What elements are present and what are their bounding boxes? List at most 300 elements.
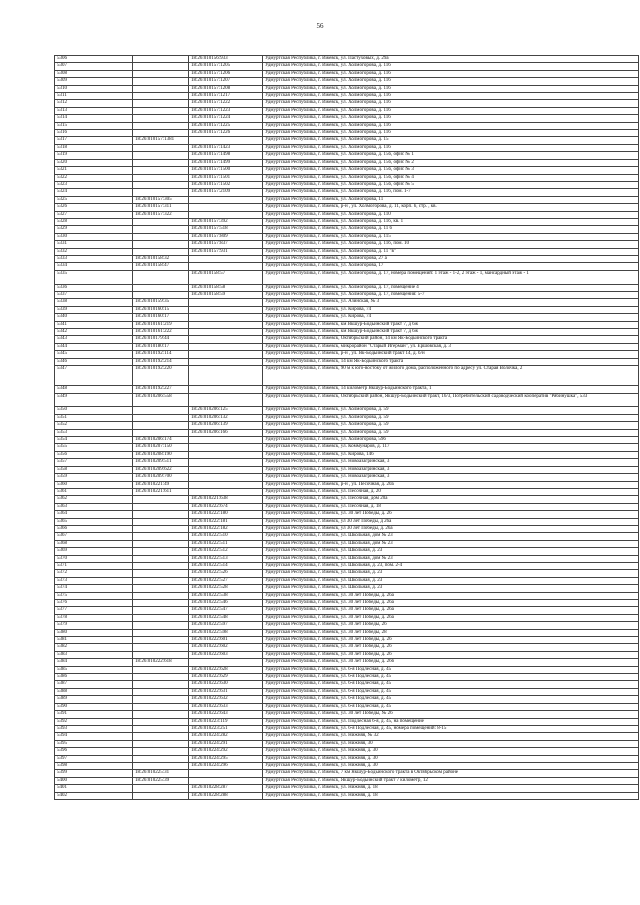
cadastral-number-secondary: 18:26:010222:510 — [189, 533, 263, 540]
table-row — [55, 437, 639, 444]
cadastral-number-primary — [133, 174, 189, 181]
cadastral-number-secondary: 18:26:010222:182 — [189, 525, 263, 532]
cadastral-number-secondary — [189, 488, 263, 495]
cadastral-number-primary — [133, 70, 189, 77]
address-cell: Удмуртская Республика, г. Ижевск, ул. 6-я Подлесная, д. 45, номера помещений: 8-15 — [263, 725, 639, 732]
cadastral-number-primary — [133, 711, 189, 718]
address-cell: Удмуртская Республика, г. Ижевск, ул. Подлесная 6-я, д. 45, на помещение — [263, 718, 639, 725]
cadastral-number-primary: 18:26:010221:49 — [133, 481, 189, 488]
cadastral-number-secondary: 18:26:010222:547 — [189, 607, 263, 614]
table-row — [55, 659, 639, 666]
table-row — [55, 63, 639, 70]
cadastral-number-primary — [133, 496, 189, 503]
cadastral-number-primary — [133, 629, 189, 636]
cadastral-number-primary — [133, 429, 189, 436]
address-cell: Удмуртская Республика, г. Ижевск, ул. Пастуховых, д. 29а — [263, 56, 639, 63]
cadastral-number-primary — [133, 144, 189, 151]
table-row — [55, 770, 639, 777]
row-number: 5381 — [55, 637, 133, 644]
cadastral-number-primary — [133, 740, 189, 747]
address-cell: Удмуртская Республика, г. Ижевск, ул. Холмогорова, д. 116 — [263, 100, 639, 107]
cadastral-number-primary — [133, 130, 189, 137]
row-number: 5374 — [55, 585, 133, 592]
table-row — [55, 622, 639, 629]
address-cell: Удмуртская Республика, г. Ижевск, ул. 30 лет Победы, 28 — [263, 629, 639, 636]
cadastral-number-primary: 18:26:010180:17 — [133, 343, 189, 350]
table-row — [55, 226, 639, 233]
cadastral-number-secondary: 18:26:010157:1222 — [189, 100, 263, 107]
address-cell: Удмуртская Республика, г. Ижевск, ул. Холмогорова, д. 15б, офис № 4 — [263, 174, 639, 181]
row-number: 5399 — [55, 770, 133, 777]
table-row — [55, 85, 639, 92]
cadastral-number-secondary: 18:26:010224:282 — [189, 733, 263, 740]
row-number: 5339 — [55, 306, 133, 313]
address-cell: Удмуртская Республика, г. Ижевск, р-н , ул. Як-Бодьинский тракт 14, д. б/н — [263, 351, 639, 358]
cadastral-number-primary — [133, 755, 189, 762]
address-cell: Удмуртская Республика, г. Ижевск, р-н , ул. Песочная, д. 20а — [263, 481, 639, 488]
cadastral-number-secondary — [189, 386, 263, 393]
address-cell: Удмуртская Республика, г. Ижевск, ул. Холмогорова, 17 — [263, 263, 639, 270]
row-number: 5326 — [55, 204, 133, 211]
row-number: 5322 — [55, 174, 133, 181]
address-cell: Удмуртская Республика, г. Ижевск, ул. 6-я Подлесная, д. 45 — [263, 674, 639, 681]
row-number: 5389 — [55, 696, 133, 703]
address-cell: Удмуртская Республика, г. Ижевск, 14 км Як-Бодьинского тракта — [263, 358, 639, 365]
table-row — [55, 614, 639, 621]
cadastral-number-secondary: 18:26:010222:538 — [189, 592, 263, 599]
row-number: 5360 — [55, 481, 133, 488]
table-row — [55, 637, 639, 644]
row-number: 5333 — [55, 255, 133, 262]
table-row — [55, 703, 639, 710]
cadastral-number-primary — [133, 167, 189, 174]
table-row — [55, 299, 639, 306]
cadastral-number-secondary — [189, 306, 263, 313]
table-row — [55, 137, 639, 144]
cadastral-number-secondary: 18:26:010222:548 — [189, 614, 263, 621]
address-cell: Удмуртская Республика, г. Ижевск, ул. Песочная, дом 20а — [263, 496, 639, 503]
address-cell: Удмуртская Республика, г. Ижевск, км Якшур-Бодьинский тракт 7, д 6ж — [263, 329, 639, 336]
address-cell: Удмуртская Республика, г. Ижевск, ул. Песочная, д. 20 — [263, 488, 639, 495]
cadastral-number-primary — [133, 622, 189, 629]
cadastral-number-secondary: 18:26:010157:1502 — [189, 181, 263, 188]
row-number: 5346 — [55, 358, 133, 365]
table-row — [55, 56, 639, 63]
cadastral-number-secondary: 18:26:010157:1205 — [189, 63, 263, 70]
address-cell: Удмуртская Республика, г. Ижевск, ул. Новоазагринская, 3 — [263, 466, 639, 473]
row-number: 5369 — [55, 548, 133, 555]
table-row — [55, 429, 639, 436]
table-row — [55, 351, 639, 358]
address-cell: Удмуртская Республика, г. Ижевск, ул. 30 лет Победы, д. 26б — [263, 659, 639, 666]
cadastral-number-secondary: 18:26:010206:125 — [189, 407, 263, 414]
address-cell: Удмуртская Республика, г. Ижевск, ул. Нижняя, д. 30 — [263, 748, 639, 755]
cadastral-number-primary — [133, 152, 189, 159]
row-number: 5375 — [55, 592, 133, 599]
cadastral-number-primary: 18:26:010206:174 — [133, 437, 189, 444]
table-row — [55, 255, 639, 262]
table-row — [55, 577, 639, 584]
table-row — [55, 718, 639, 725]
table-row — [55, 329, 639, 336]
row-number: 5365 — [55, 518, 133, 525]
row-number: 5343 — [55, 336, 133, 343]
address-cell: Удмуртская Республика, г. Ижевск, ул. Холмогорова, 59б — [263, 437, 639, 444]
address-cell: Удмуртская Республика, г. Ижевск, ул. Холмогорова, д. 59 — [263, 422, 639, 429]
row-number: 5355 — [55, 444, 133, 451]
cadastral-number-primary: 18:26:010208:190 — [133, 451, 189, 458]
cadastral-number-secondary: 18:26:010222:528 — [189, 585, 263, 592]
table-row — [55, 241, 639, 248]
cadastral-number-secondary: 18:26:010157:1499 — [189, 159, 263, 166]
cadastral-number-secondary: 18:26:010222:630 — [189, 681, 263, 688]
cadastral-number-primary — [133, 592, 189, 599]
row-number: 5312 — [55, 100, 133, 107]
address-cell: Удмуртская Республика, г. Ижевск, ул. Холмогорова, д. 116 — [263, 70, 639, 77]
cadastral-number-primary — [133, 122, 189, 129]
table-row — [55, 115, 639, 122]
cadastral-number-primary — [133, 570, 189, 577]
table-row — [55, 306, 639, 313]
address-cell: Удмуртская Республика, г. Ижевск, ул. 30 лет Победы, д. 26 — [263, 637, 639, 644]
address-cell: Удмуртская Республика, г. Ижевск, ул. Холмогорова, д. 17, помещения: 5-7 — [263, 291, 639, 298]
row-number: 5391 — [55, 711, 133, 718]
cadastral-number-secondary — [189, 659, 263, 666]
cadastral-number-primary — [133, 637, 189, 644]
cadastral-number-secondary: 18:26:010157:1423 — [189, 144, 263, 151]
cadastral-number-primary — [133, 718, 189, 725]
cadastral-number-secondary — [189, 481, 263, 488]
cadastral-number-primary — [133, 748, 189, 755]
table-row — [55, 466, 639, 473]
cadastral-number-secondary — [189, 314, 263, 321]
row-number: 5349 — [55, 393, 133, 407]
cadastral-number-secondary: 18:26:010158:57 — [189, 270, 263, 284]
table-row — [55, 503, 639, 510]
table-row — [55, 518, 639, 525]
cadastral-number-primary — [133, 181, 189, 188]
row-number: 5308 — [55, 70, 133, 77]
cadastral-number-primary: 18:26:010225:31 — [133, 770, 189, 777]
address-cell: Удмуртская Республика, г. Ижевск, ул. Школьная, д. 23 — [263, 548, 639, 555]
cadastral-number-secondary: 18:26:010157:1208 — [189, 85, 263, 92]
row-number: 5329 — [55, 226, 133, 233]
table-row — [55, 488, 639, 495]
row-number: 5337 — [55, 291, 133, 298]
table-row — [55, 336, 639, 343]
address-cell: Удмуртская Республика, г. Ижевск, ул. Школьная, д. 23, пом. 2-4 — [263, 562, 639, 569]
address-cell: Удмуртская Республика, г. Ижевск, ул. Холмогорова, д. 11 б — [263, 226, 639, 233]
row-number: 5364 — [55, 511, 133, 518]
address-cell: Удмуртская Республика, г. Ижевск, ул. Холмогорова, д. 15б, офис № 5 — [263, 181, 639, 188]
row-number: 5380 — [55, 629, 133, 636]
row-number: 5362 — [55, 496, 133, 503]
table-row — [55, 555, 639, 562]
row-number: 5342 — [55, 329, 133, 336]
cadastral-number-secondary: 18:26:010158:58 — [189, 284, 263, 291]
cadastral-number-primary — [133, 614, 189, 621]
address-cell: Удмуртская Республика, г. Ижевск, ул. Нижняя, д. 18 — [263, 785, 639, 792]
cadastral-number-primary — [133, 115, 189, 122]
cadastral-number-primary: 18:26:010160:17 — [133, 314, 189, 321]
cadastral-number-secondary — [189, 777, 263, 784]
row-number: 5314 — [55, 115, 133, 122]
row-number: 5320 — [55, 159, 133, 166]
cadastral-number-primary: 18:26:010209:511 — [133, 459, 189, 466]
table-row — [55, 422, 639, 429]
table-row — [55, 386, 639, 393]
address-cell: Удмуртская Республика, г. Ижевск, Октябрьский район, 14 км Як-Бодьинского тракта — [263, 336, 639, 343]
cadastral-number-primary — [133, 85, 189, 92]
address-cell: Удмуртская Республика, г. Ижевск, ул. 6-я Подлесная, д. 45 — [263, 703, 639, 710]
cadastral-number-secondary: 18:26:010157:1224 — [189, 115, 263, 122]
cadastral-number-primary — [133, 681, 189, 688]
row-number: 5396 — [55, 748, 133, 755]
cadastral-number-primary — [133, 78, 189, 85]
row-number: 5338 — [55, 299, 133, 306]
address-cell: Удмуртская Республика, г. Ижевск, ул. Холмогорова, д. 17, номера помещений: 1 этаж - 1-2, 2 этаж - 1, мансардный этаж - 1 — [263, 270, 639, 284]
row-number: 5317 — [55, 137, 133, 144]
address-cell: Удмуртская Республика, г. Ижевск, ул. 30 лет Победы, д. 26а — [263, 600, 639, 607]
table-row — [55, 314, 639, 321]
cadastral-number-primary — [133, 733, 189, 740]
cadastral-number-primary — [133, 100, 189, 107]
table-row — [55, 122, 639, 129]
cadastral-number-secondary: 18:26:010157:1206 — [189, 70, 263, 77]
cadastral-number-primary — [133, 703, 189, 710]
cadastral-number-secondary: 18:26:010222:602 — [189, 644, 263, 651]
cadastral-number-primary: 18:26:010221:611 — [133, 488, 189, 495]
row-number: 5401 — [55, 785, 133, 792]
cadastral-number-secondary: 18:26:010157:1217 — [189, 93, 263, 100]
row-number: 5366 — [55, 525, 133, 532]
table-row — [55, 321, 639, 328]
table-row — [55, 725, 639, 732]
cadastral-number-secondary: 18:26:010157:392 — [189, 218, 263, 225]
row-number: 5377 — [55, 607, 133, 614]
cadastral-number-primary: 18:26:010157:311 — [133, 204, 189, 211]
table-row — [55, 777, 639, 784]
cadastral-number-secondary: 18:26:010223:119 — [189, 718, 263, 725]
table-row — [55, 533, 639, 540]
address-cell: Удмуртская Республика, г. Ижевск, ул. Школьная, д. 23 — [263, 577, 639, 584]
row-number: 5387 — [55, 681, 133, 688]
cadastral-number-primary: 18:26:010157:322 — [133, 211, 189, 218]
row-number: 5331 — [55, 241, 133, 248]
cadastral-number-primary — [133, 233, 189, 240]
cadastral-number-secondary: 18:26:010222:628 — [189, 666, 263, 673]
table-row — [55, 407, 639, 414]
cadastral-number-primary: 18:26:010161:219 — [133, 321, 189, 328]
table-row — [55, 196, 639, 203]
table-row — [55, 291, 639, 298]
row-number: 5332 — [55, 248, 133, 255]
table-row — [55, 343, 639, 350]
row-number: 5350 — [55, 407, 133, 414]
row-number: 5358 — [55, 466, 133, 473]
cadastral-number-secondary: 18:26:010158:59 — [189, 291, 263, 298]
address-cell: Удмуртская Республика, г. Ижевск, ул. Нижняя, д. 30 — [263, 755, 639, 762]
cadastral-number-primary: 18:26:010160:15 — [133, 306, 189, 313]
cadastral-number-secondary — [189, 366, 263, 386]
address-cell: Удмуртская Республика, г. Ижевск, км Якшур-Бодьинский тракт 7, д 6ж — [263, 321, 639, 328]
cadastral-number-primary — [133, 93, 189, 100]
address-cell: Удмуртская Республика, г. Ижевск, ул. Холмогорова, д. 116 — [263, 78, 639, 85]
cadastral-number-primary — [133, 785, 189, 792]
row-number: 5392 — [55, 718, 133, 725]
address-cell: Удмуртская Республика, г. Ижевск, ул. Школьная, дом № 23 — [263, 540, 639, 547]
cadastral-number-primary — [133, 518, 189, 525]
cadastral-number-primary — [133, 226, 189, 233]
address-cell: Удмуртская Республика, г. Ижевск, ул. Холмогорова, 11 — [263, 196, 639, 203]
registry-body — [55, 56, 639, 800]
row-number: 5386 — [55, 674, 133, 681]
table-row — [55, 459, 639, 466]
table-row — [55, 107, 639, 114]
table-row — [55, 358, 639, 365]
cadastral-number-primary — [133, 555, 189, 562]
table-row — [55, 562, 639, 569]
row-number: 5367 — [55, 533, 133, 540]
cadastral-number-primary — [133, 688, 189, 695]
address-cell: Удмуртская Республика, г. Ижевск, 14 километр Якшур-Бодьинского тракта, 1 — [263, 386, 639, 393]
cadastral-number-primary — [133, 218, 189, 225]
cadastral-number-primary — [133, 248, 189, 255]
cadastral-number-secondary — [189, 299, 263, 306]
row-number: 5357 — [55, 459, 133, 466]
cadastral-number-secondary — [189, 466, 263, 473]
cadastral-number-secondary: 18:26:010222:514 — [189, 562, 263, 569]
cadastral-number-secondary: 18:26:010157:837 — [189, 241, 263, 248]
address-cell: Удмуртская Республика, г. Ижевск, ул. Холмогорова, д. 15б, офис № 3 — [263, 167, 639, 174]
table-row — [55, 711, 639, 718]
row-number: 5394 — [55, 733, 133, 740]
cadastral-number-secondary: 18:26:010222:603 — [189, 651, 263, 658]
address-cell: Удмуртская Республика, г. Ижевск, ул. Холмогорова, д. 116 — [263, 130, 639, 137]
cadastral-number-secondary: 18:26:010157:809 — [189, 233, 263, 240]
cadastral-number-secondary — [189, 255, 263, 262]
row-number: 5370 — [55, 555, 133, 562]
address-cell: Удмуртская Республика, г. Ижевск, ул 30 лет Победы, д 26а — [263, 518, 639, 525]
table-row — [55, 78, 639, 85]
address-cell: Удмуртская Республика, г. Ижевск, ул. Нижняя, д. 18 — [263, 792, 639, 799]
cadastral-number-primary — [133, 696, 189, 703]
address-cell: Удмуртская Республика, г. Ижевск, Якшур-Бодьинский тракт 7 километр, 12 — [263, 777, 639, 784]
table-row — [55, 785, 639, 792]
row-number: 5344 — [55, 343, 133, 350]
cadastral-number-primary: 18:26:010225:39 — [133, 777, 189, 784]
address-cell: Удмуртская Республика, г. Ижевск, ул. Новоазагринская, 3 — [263, 459, 639, 466]
row-number: 5306 — [55, 56, 133, 63]
address-cell: Удмуртская Республика, г. Ижевск, ул. Холмогорова, д. 110 — [263, 211, 639, 218]
cadastral-number-primary — [133, 414, 189, 421]
address-cell: Удмуртская Республика, г. Ижевск, ул. Школьная, д. 23 — [263, 570, 639, 577]
address-cell: Удмуртская Республика, г. Ижевск, ул. 6-я Подлесная, д. 45 — [263, 688, 639, 695]
cadastral-number-secondary: 18:26:010157:2109 — [189, 189, 263, 196]
cadastral-number-secondary: 18:26:010221:638 — [189, 496, 263, 503]
address-cell: Удмуртская Республика, г. Ижевск, ул. Холмогорова, д. 11б, пом. 10 — [263, 241, 639, 248]
cadastral-number-secondary — [189, 196, 263, 203]
address-cell: Удмуртская Республика, г. Ижевск, ул. Холмогорова, д. 116 — [263, 122, 639, 129]
table-row — [55, 152, 639, 159]
table-row — [55, 167, 639, 174]
cadastral-number-primary — [133, 56, 189, 63]
table-row — [55, 93, 639, 100]
row-number: 5402 — [55, 792, 133, 799]
cadastral-number-primary — [133, 511, 189, 518]
cadastral-number-primary — [133, 562, 189, 569]
cadastral-number-secondary: 18:26:010224:291 — [189, 740, 263, 747]
cadastral-number-primary: 18:26:010159:35 — [133, 299, 189, 306]
cadastral-number-primary — [133, 644, 189, 651]
row-number: 5356 — [55, 451, 133, 458]
table-row — [55, 792, 639, 799]
cadastral-number-secondary: 18:26:010222:180 — [189, 511, 263, 518]
address-cell: Удмуртская Республика, г. Ижевск, ул. Нижняя, 30 — [263, 740, 639, 747]
table-row — [55, 651, 639, 658]
cadastral-number-secondary: 18:26:010222:597 — [189, 622, 263, 629]
cadastral-number-secondary — [189, 211, 263, 218]
row-number: 5311 — [55, 93, 133, 100]
table-row — [55, 607, 639, 614]
table-row — [55, 644, 639, 651]
address-cell: Удмуртская Республика, г. Ижевск, ул. Холмогорова, д. 17, помещение 4 — [263, 284, 639, 291]
cadastral-number-primary: 18:26:010206:558 — [133, 393, 189, 407]
cadastral-number-primary — [133, 674, 189, 681]
cadastral-number-secondary: 18:26:010157:1501 — [189, 174, 263, 181]
address-cell: Удмуртская Республика, г. Ижевск, ул. Холмогорова, д. 59 — [263, 414, 639, 421]
table-row — [55, 366, 639, 386]
cadastral-number-primary: 18:26:010158:47 — [133, 263, 189, 270]
table-row — [55, 570, 639, 577]
cadastral-number-secondary: 18:26:010222:631 — [189, 688, 263, 695]
table-row — [55, 189, 639, 196]
address-cell: Удмуртская Республика, г. Ижевск, ул. Новоазагринская, 3 — [263, 474, 639, 481]
row-number: 5379 — [55, 622, 133, 629]
table-row — [55, 159, 639, 166]
row-number: 5383 — [55, 651, 133, 658]
address-cell: Удмуртская Республика, г. Ижевск, ул. Холмогорова, д. 11 "в" — [263, 248, 639, 255]
address-cell: Удмуртская Республика, г. Ижевск, ул. Холмогорова, д. 116 — [263, 85, 639, 92]
cadastral-number-secondary: 18:26:010222:527 — [189, 577, 263, 584]
table-row — [55, 600, 639, 607]
address-cell: Удмуртская Республика, г. Ижевск, ул. Холмогорова, д. 116 — [263, 107, 639, 114]
cadastral-number-primary — [133, 585, 189, 592]
cadastral-number-secondary: 18:26:010224:295 — [189, 755, 263, 762]
cadastral-number-secondary: 18:26:010222:526 — [189, 570, 263, 577]
table-row — [55, 130, 639, 137]
address-cell: Удмуртская Республика, г. Ижевск, ул. 30 лет Победы, д. 26 — [263, 511, 639, 518]
address-cell: Удмуртская Республика, г. Ижевск, ул. 30 лет Победы, д. 26 — [263, 651, 639, 658]
cadastral-number-primary: 18:26:010157:305 — [133, 196, 189, 203]
address-cell: Удмуртская Республика, г. Ижевск, микрорайон "Старый Игерман", ул. Ершовская, д. 3 — [263, 343, 639, 350]
address-cell: Удмуртская Республика, г. Ижевск, ул. 30 лет Победы, 26 — [263, 622, 639, 629]
address-cell: Удмуртская Республика, г. Ижевск, ул. Азинская, № 3 — [263, 299, 639, 306]
cadastral-number-primary — [133, 651, 189, 658]
row-number: 5341 — [55, 321, 133, 328]
table-row — [55, 233, 639, 240]
table-row — [55, 393, 639, 407]
cadastral-number-primary — [133, 159, 189, 166]
cadastral-number-primary: 18:26:010209:622 — [133, 466, 189, 473]
row-number: 5327 — [55, 211, 133, 218]
row-number: 5347 — [55, 366, 133, 386]
row-number: 5359 — [55, 474, 133, 481]
cadastral-number-primary — [133, 270, 189, 284]
table-row — [55, 740, 639, 747]
row-number: 5316 — [55, 130, 133, 137]
address-cell: Удмуртская Республика, г. Ижевск, ул. Холмогорова, д. 116 — [263, 115, 639, 122]
